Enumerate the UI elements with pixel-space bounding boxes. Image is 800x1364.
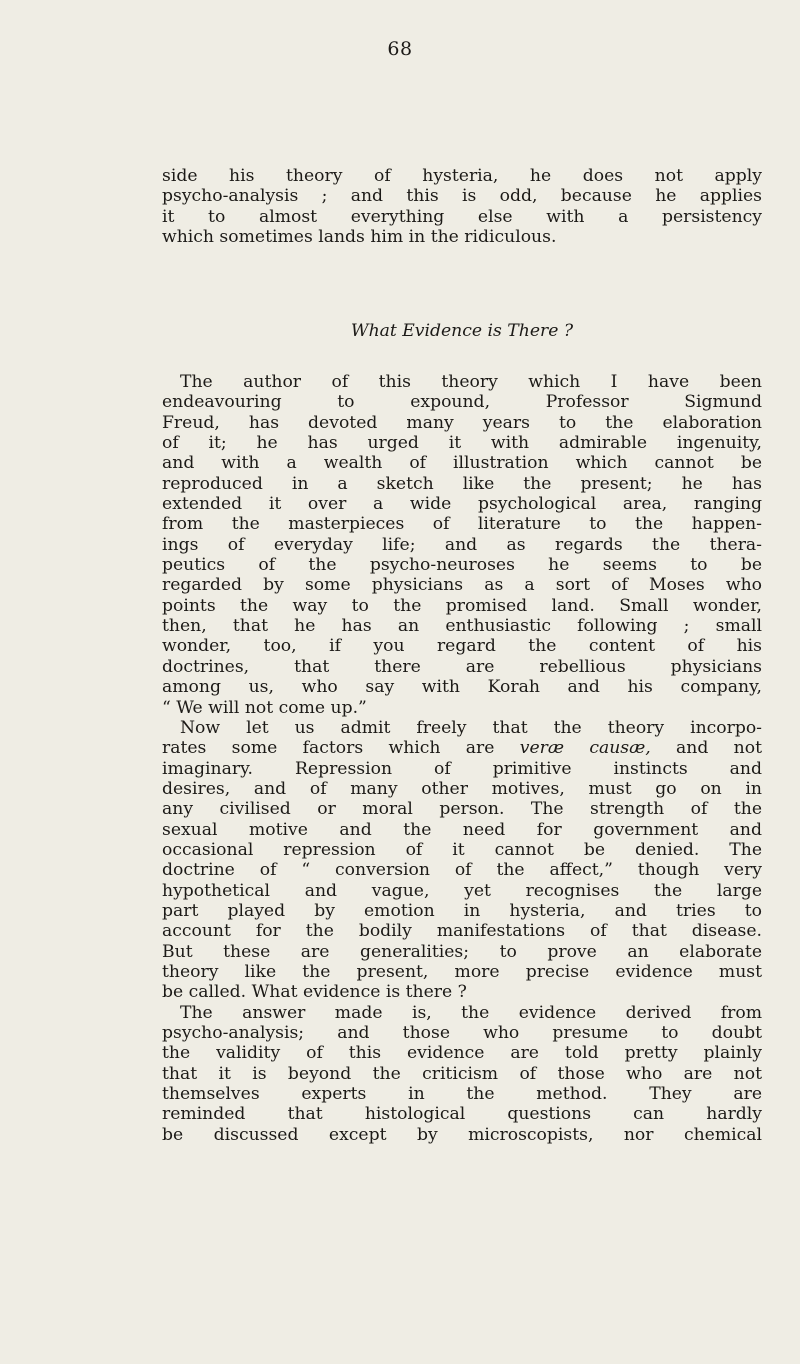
text-line: reproduced in a sketch like the present; he has <box>162 473 762 494</box>
text-line: extended it over a wide psychological area, ranging <box>162 494 762 515</box>
text-line: the validity of this evidence are told pretty plainly <box>162 1043 762 1064</box>
page-number: 68 <box>387 38 413 60</box>
text-line: be called. What evidence is there ? <box>162 982 467 1003</box>
text-line: among us, who say with Korah and his company, <box>162 677 762 698</box>
text-line: doctrines, that there are rebellious physicians <box>162 656 762 677</box>
section-heading <box>162 321 762 341</box>
text-line: then, that he has an enthusiastic following ; small <box>162 616 762 637</box>
text-line: desires, and of many other motives, must go on in <box>162 778 762 799</box>
text-line: regarded by some physicians as a sort of Moses who <box>162 575 762 596</box>
text-line: But these are generalities; to prove an elaborate <box>162 941 762 962</box>
text-line: hypothetical and vague, yet recognises the large <box>162 880 762 901</box>
text-line: points the way to the promised land. Small wonder, <box>162 595 762 616</box>
paragraph-continuation <box>162 166 762 247</box>
text-line: Freud, has devoted many years to the elaboration <box>162 412 762 433</box>
text-line: psycho-analysis ; and this is odd, because he applies <box>162 186 762 207</box>
text-line <box>162 738 762 758</box>
text-line: part played by emotion in hysteria, and tries to <box>162 900 762 921</box>
text-segment: rates some factors which are <box>162 738 520 759</box>
text-line: any civilised or moral person. The strength of the <box>162 799 762 820</box>
section-heading-text: What Evidence is There ? <box>350 321 574 341</box>
text-line: sexual motive and the need for government and <box>162 819 762 840</box>
text-line: doctrine of “ conversion of the affect,” though very <box>162 860 762 881</box>
text-line: psycho-analysis; and those who presume to doubt <box>162 1023 762 1043</box>
text-line: The answer made is, the evidence derived from <box>180 1002 762 1023</box>
text-line: account for the bodily manifestations of that disease. <box>162 921 762 942</box>
text-line: from the masterpieces of literature to the happen- <box>162 514 762 535</box>
text-segment: and not <box>650 738 763 759</box>
text-line: imaginary. Repression of primitive instincts and <box>162 758 762 779</box>
latin-phrase: veræ causæ, <box>519 738 651 759</box>
text-line: which sometimes lands him in the ridiculous. <box>162 227 557 248</box>
text-line: reminded that histological questions can hardly <box>162 1104 762 1125</box>
text-line: “ We will not come up.” <box>162 697 367 718</box>
text-line: themselves experts in the method. They are <box>162 1084 762 1105</box>
text-line: wonder, too, if you regard the content of his <box>162 636 762 657</box>
text-line: that it is beyond the criticism of those who are not <box>162 1063 762 1084</box>
text-line: Now let us admit freely that the theory incorpo- <box>180 717 762 738</box>
text-line: side his theory of hysteria, he does not apply <box>162 166 762 186</box>
text-line: and with a wealth of illustration which cannot be <box>162 453 762 474</box>
text-line: theory like the present, more precise evidence must <box>162 961 762 982</box>
text-line: ings of everyday life; and as regards the thera- <box>162 534 762 555</box>
body-text <box>162 372 762 1145</box>
text-line: peutics of the psycho-neuroses he seems to be <box>162 555 762 576</box>
text-line: be discussed except by microscopists, nor chemical <box>162 1124 762 1145</box>
text-line: it to almost everything else with a persistency <box>162 206 762 227</box>
text-line: occasional repression of it cannot be denied. The <box>162 839 762 860</box>
text-line: The author of this theory which I have been <box>180 372 762 392</box>
text-line: of it; he has urged it with admirable ingenuity, <box>162 433 762 454</box>
text-line: endeavouring to expound, Professor Sigmund <box>162 392 762 413</box>
